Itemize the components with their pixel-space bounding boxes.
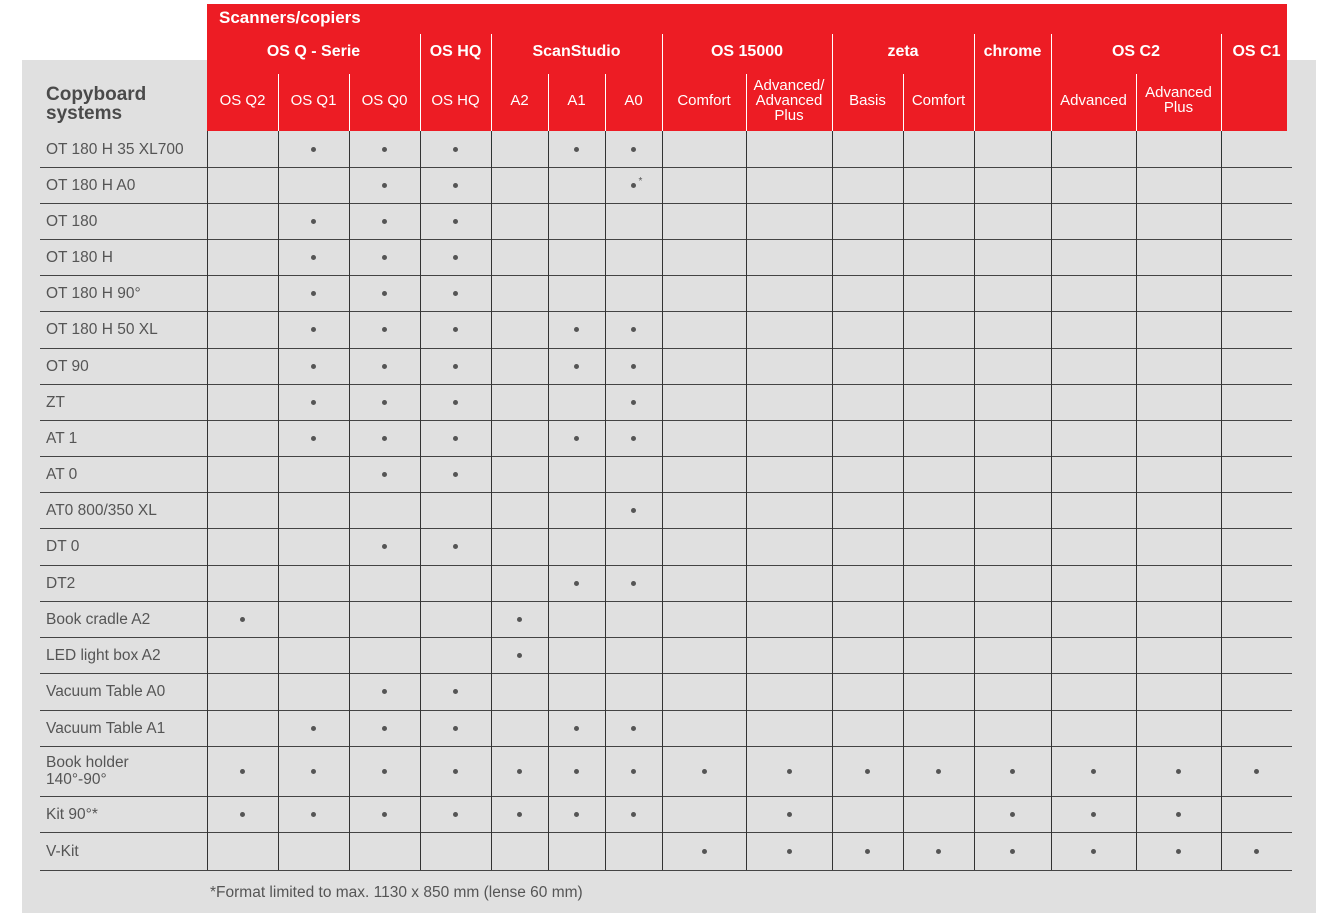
group-header: chrome — [983, 43, 1042, 60]
group-header: OS 15000 — [710, 43, 784, 60]
availability-dot — [1091, 812, 1096, 817]
header-divider — [349, 74, 350, 131]
header-divider — [605, 74, 606, 131]
availability-dot — [574, 364, 579, 369]
availability-dot — [453, 436, 458, 441]
availability-dot — [382, 544, 387, 549]
column-divider — [548, 131, 549, 870]
row-label: V-Kit — [46, 842, 79, 860]
header-divider — [278, 74, 279, 131]
row-divider — [40, 832, 1292, 833]
group-header: OS C2 — [1111, 43, 1160, 60]
availability-dot — [453, 147, 458, 152]
row-divider — [40, 203, 1292, 204]
column-header: A0 — [624, 91, 643, 109]
availability-dot — [1010, 812, 1015, 817]
availability-dot — [865, 849, 870, 854]
column-divider — [1136, 131, 1137, 870]
row-divider — [40, 239, 1292, 240]
column-divider — [207, 131, 208, 870]
header-divider — [1221, 34, 1222, 131]
availability-dot — [1254, 769, 1259, 774]
row-label: OT 90 — [46, 357, 89, 375]
column-divider — [605, 131, 606, 870]
availability-dot — [1176, 849, 1181, 854]
row-divider — [40, 870, 1292, 871]
availability-dot — [453, 255, 458, 260]
column-divider — [662, 131, 663, 870]
column-divider — [1221, 131, 1222, 870]
availability-dot — [702, 849, 707, 854]
availability-dot — [240, 769, 245, 774]
row-label: LED light box A2 — [46, 646, 161, 664]
availability-dot — [382, 364, 387, 369]
row-divider — [40, 348, 1292, 349]
row-divider — [40, 637, 1292, 638]
availability-dot — [787, 812, 792, 817]
availability-dot — [453, 769, 458, 774]
row-label: OT 180 H 50 XL — [46, 321, 158, 338]
header-divider — [491, 34, 492, 131]
availability-dot — [631, 147, 636, 152]
availability-dot — [574, 147, 579, 152]
header-divider — [1136, 74, 1137, 131]
row-divider — [40, 673, 1292, 674]
availability-dot — [631, 364, 636, 369]
availability-dot — [311, 327, 316, 332]
column-header: OS HQ — [431, 91, 480, 109]
row-label: OT 180 H A0 — [46, 176, 136, 194]
availability-dot — [631, 581, 636, 586]
availability-dot — [311, 400, 316, 405]
availability-dot — [936, 769, 941, 774]
row-divider — [40, 311, 1292, 312]
availability-dot — [311, 291, 316, 296]
availability-dot — [311, 726, 316, 731]
row-label: Kit 90°* — [46, 805, 98, 823]
availability-dot — [453, 472, 458, 477]
availability-dot — [631, 183, 636, 188]
availability-dot — [1091, 769, 1096, 774]
column-divider — [1051, 131, 1052, 870]
availability-dot — [311, 769, 316, 774]
availability-dot — [936, 849, 941, 854]
row-label: DT 0 — [46, 538, 80, 555]
column-header: Advanced/ Advanced Plus — [753, 76, 825, 124]
row-label: Book cradle A2 — [46, 610, 151, 628]
availability-dot — [631, 812, 636, 817]
availability-dot — [311, 364, 316, 369]
column-divider — [278, 131, 279, 870]
column-header: Comfort — [677, 91, 731, 109]
availability-dot — [517, 653, 522, 658]
row-label: AT 0 — [46, 465, 78, 483]
column-divider — [832, 131, 833, 870]
row-label: OT 180 H 35 XL700 — [46, 140, 184, 158]
availability-dot — [574, 812, 579, 817]
availability-dot — [453, 726, 458, 731]
header-divider — [548, 74, 549, 131]
header-divider — [974, 34, 975, 131]
availability-dot — [574, 581, 579, 586]
availability-dot — [631, 769, 636, 774]
availability-dot — [382, 472, 387, 477]
column-divider — [746, 131, 747, 870]
availability-dot — [1010, 849, 1015, 854]
column-header: Comfort — [911, 91, 966, 109]
row-divider — [40, 275, 1292, 276]
table-title: Scanners/copiers — [219, 8, 361, 27]
row-label: OT 180 H 90° — [46, 284, 141, 302]
group-header: ScanStudio — [532, 43, 621, 60]
row-label: Vacuum Table A1 — [46, 719, 166, 737]
row-divider — [40, 384, 1292, 385]
availability-dot — [574, 327, 579, 332]
availability-dot — [574, 769, 579, 774]
availability-dot — [1091, 849, 1096, 854]
availability-dot — [311, 147, 316, 152]
availability-dot — [382, 400, 387, 405]
column-header: OS Q1 — [290, 91, 337, 109]
row-label: ZT — [46, 393, 65, 411]
row-label: AT 1 — [46, 429, 78, 447]
footnote: *Format limited to max. 1130 x 850 mm (lense 60 mm) — [210, 884, 583, 901]
column-header: A2 — [510, 91, 529, 109]
row-divider — [40, 710, 1292, 711]
table-panel — [22, 60, 1316, 913]
availability-dot — [382, 812, 387, 817]
availability-dot — [1176, 812, 1181, 817]
header-divider — [832, 34, 833, 131]
availability-dot — [453, 291, 458, 296]
availability-dot — [865, 769, 870, 774]
availability-dot — [453, 400, 458, 405]
row-divider — [40, 528, 1292, 529]
availability-dot — [382, 219, 387, 224]
row-divider — [40, 796, 1292, 797]
availability-dot — [1254, 849, 1259, 854]
column-header — [974, 70, 1051, 130]
row-label: Vacuum Table A0 — [46, 683, 166, 700]
availability-dot — [311, 436, 316, 441]
column-header: Basis — [849, 91, 886, 109]
availability-dot — [311, 219, 316, 224]
availability-dot — [1176, 769, 1181, 774]
availability-dot — [311, 255, 316, 260]
availability-dot — [787, 849, 792, 854]
column-divider — [903, 131, 904, 870]
header-divider — [420, 34, 421, 131]
availability-dot — [240, 617, 245, 622]
availability-dot — [631, 726, 636, 731]
column-header — [1221, 70, 1292, 130]
footnote-marker: * — [638, 176, 643, 187]
group-header: OS C1 — [1232, 43, 1281, 60]
header-divider — [662, 34, 663, 131]
row-divider — [40, 565, 1292, 566]
availability-dot — [631, 436, 636, 441]
availability-dot — [702, 769, 707, 774]
row-label: OT 180 H — [46, 248, 113, 266]
availability-dot — [1010, 769, 1015, 774]
availability-dot — [631, 508, 636, 513]
row-divider — [40, 492, 1292, 493]
row-label: DT2 — [46, 574, 76, 592]
availability-dot — [453, 689, 458, 694]
availability-dot — [382, 147, 387, 152]
row-divider — [40, 420, 1292, 421]
group-header: zeta — [887, 43, 919, 60]
row-label: Book holder 140°-90° — [46, 754, 129, 788]
availability-dot — [382, 689, 387, 694]
row-divider — [40, 456, 1292, 457]
column-divider — [974, 131, 975, 870]
availability-dot — [517, 769, 522, 774]
availability-dot — [382, 255, 387, 260]
availability-dot — [453, 183, 458, 188]
availability-dot — [382, 769, 387, 774]
availability-dot — [631, 327, 636, 332]
availability-dot — [453, 544, 458, 549]
availability-dot — [453, 364, 458, 369]
column-header: OS Q0 — [361, 91, 408, 109]
availability-dot — [382, 726, 387, 731]
availability-dot — [382, 183, 387, 188]
column-divider — [349, 131, 350, 870]
availability-dot — [453, 812, 458, 817]
row-label: AT0 800/350 XL — [46, 501, 157, 519]
availability-dot — [453, 219, 458, 224]
column-header: OS Q2 — [219, 91, 266, 109]
header-divider — [903, 74, 904, 131]
availability-dot — [311, 812, 316, 817]
availability-dot — [517, 812, 522, 817]
availability-dot — [631, 400, 636, 405]
group-header: OS Q - Serie — [266, 43, 361, 60]
column-header: A1 — [567, 91, 586, 109]
row-divider — [40, 167, 1292, 168]
row-divider — [40, 601, 1292, 602]
availability-dot — [574, 436, 579, 441]
column-divider — [420, 131, 421, 870]
group-header: OS HQ — [429, 43, 482, 60]
column-divider — [491, 131, 492, 870]
header-divider — [1051, 34, 1052, 131]
column-header: Advanced Plus — [1145, 84, 1212, 116]
corner-label: Copyboard systems — [46, 84, 147, 124]
availability-dot — [382, 291, 387, 296]
row-divider — [40, 746, 1292, 747]
availability-dot — [240, 812, 245, 817]
availability-dot — [453, 327, 458, 332]
availability-dot — [382, 436, 387, 441]
row-label: OT 180 — [46, 212, 98, 230]
column-header: Advanced — [1060, 91, 1127, 109]
availability-dot — [574, 726, 579, 731]
availability-dot — [787, 769, 792, 774]
availability-dot — [382, 327, 387, 332]
availability-dot — [517, 617, 522, 622]
header-divider — [746, 74, 747, 131]
